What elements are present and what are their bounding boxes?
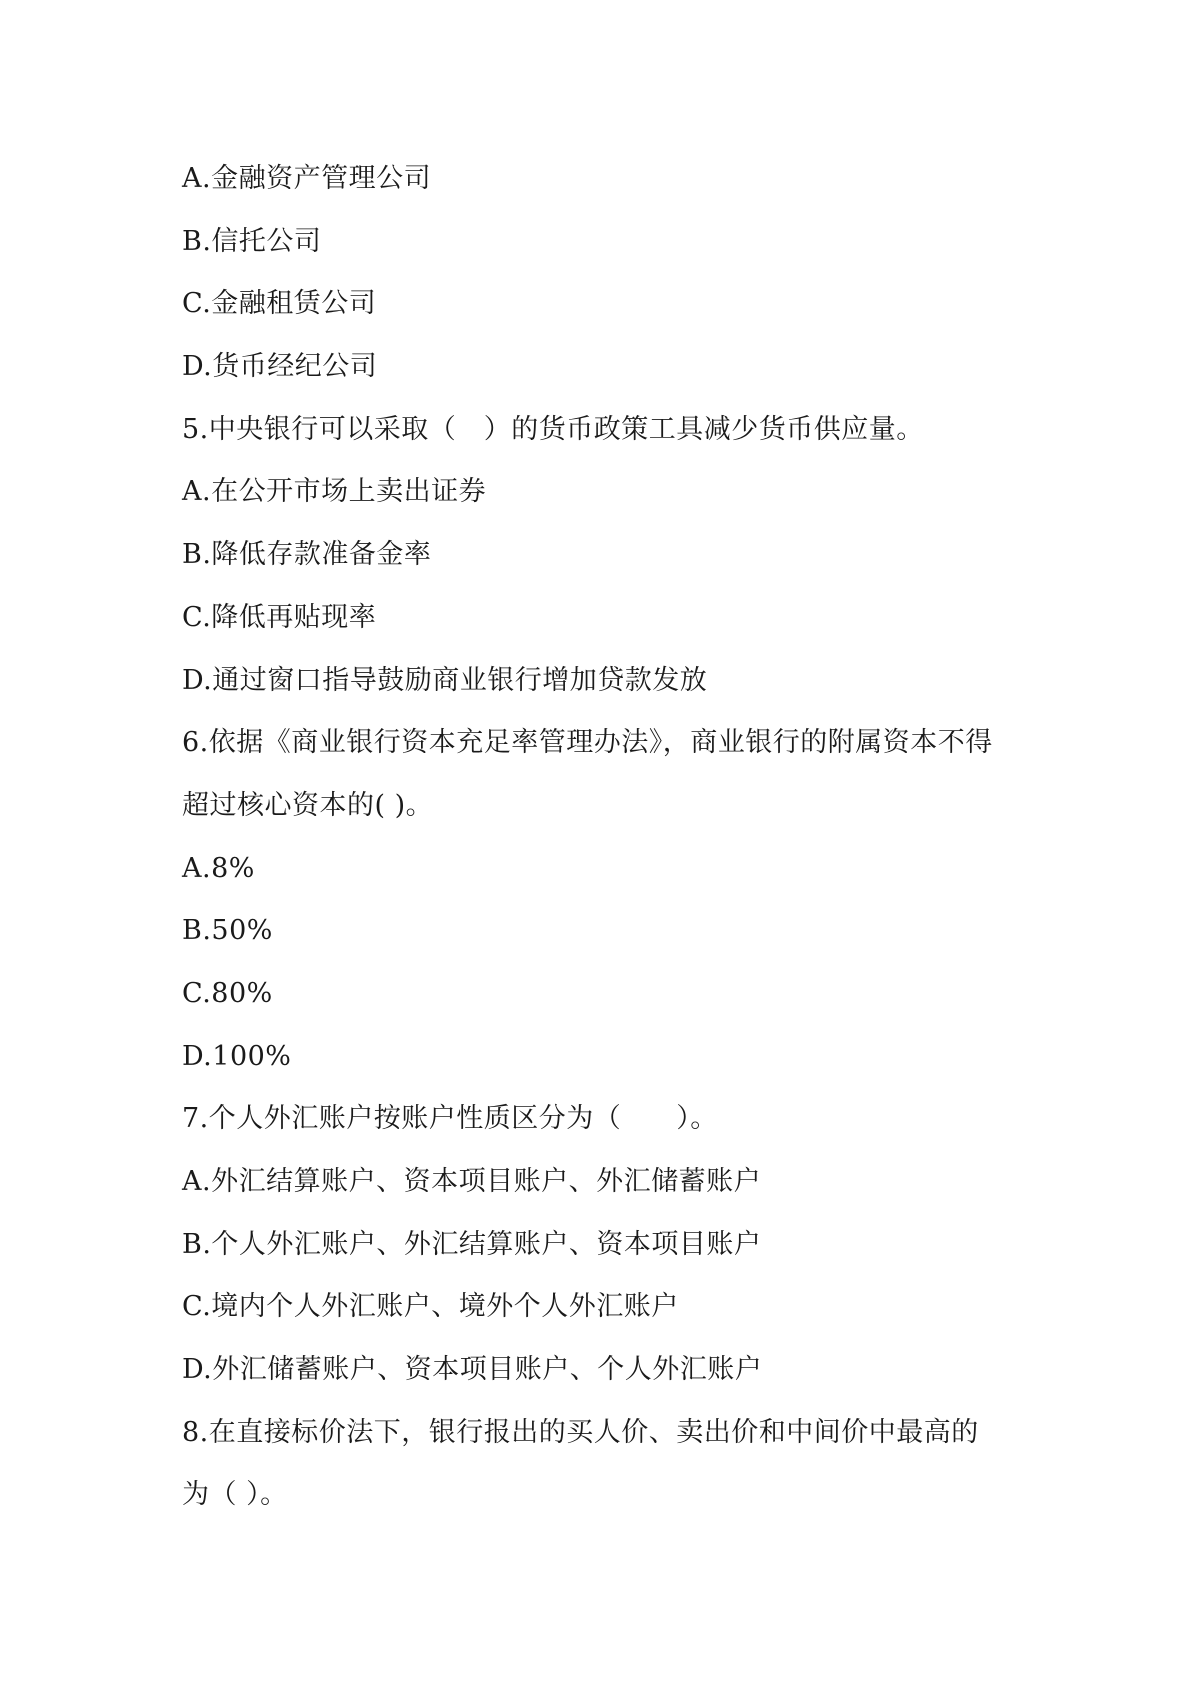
- document-page: [182, 148, 1042, 1527]
- question-8-line-1: 8.在直接标价法下，银行报出的买人价、卖出价和中间价中最高的: [182, 1416, 979, 1448]
- option-5b: B.降低存款准备金率: [182, 539, 432, 571]
- question-6-line-1: 6.依据《商业银行资本充足率管理办法》，商业银行的附属资本不得: [182, 727, 993, 759]
- option-7c: C.境内个人外汇账户、境外个人外汇账户: [182, 1291, 679, 1323]
- option-5a: A.在公开市场上卖出证券: [182, 476, 487, 508]
- option-5c: C.降低再贴现率: [182, 601, 377, 633]
- option-6d: D.100%: [182, 1040, 292, 1072]
- question-6-line-2: 超过核心资本的( )。: [182, 789, 434, 821]
- option-4b: B.信托公司: [182, 225, 322, 257]
- option-7a: A.外汇结算账户、资本项目账户、外汇储蓄账户: [182, 1166, 762, 1197]
- option-5d: D.通过窗口指导鼓励商业银行增加贷款发放: [182, 664, 708, 696]
- option-7b: B.个人外汇账户、外汇结算账户、资本项目账户: [182, 1228, 762, 1260]
- question-5: 5.中央银行可以采取（ ）的货币政策工具减少货币供应量。: [182, 413, 924, 445]
- question-8-line-2: 为（ ）。: [182, 1479, 288, 1511]
- option-4c: C.金融租赁公司: [182, 288, 377, 320]
- option-6c: C.80%: [182, 977, 273, 1009]
- option-6a: A.8%: [182, 852, 255, 884]
- option-6b: B.50%: [182, 915, 273, 947]
- option-7d: D.外汇储蓄账户、资本项目账户、个人外汇账户: [182, 1354, 763, 1386]
- question-7: 7.个人外汇账户按账户性质区分为（ ）。: [182, 1103, 718, 1135]
- option-4d: D.货币经纪公司: [182, 351, 378, 383]
- option-4a: A.金融资产管理公司: [182, 163, 432, 194]
